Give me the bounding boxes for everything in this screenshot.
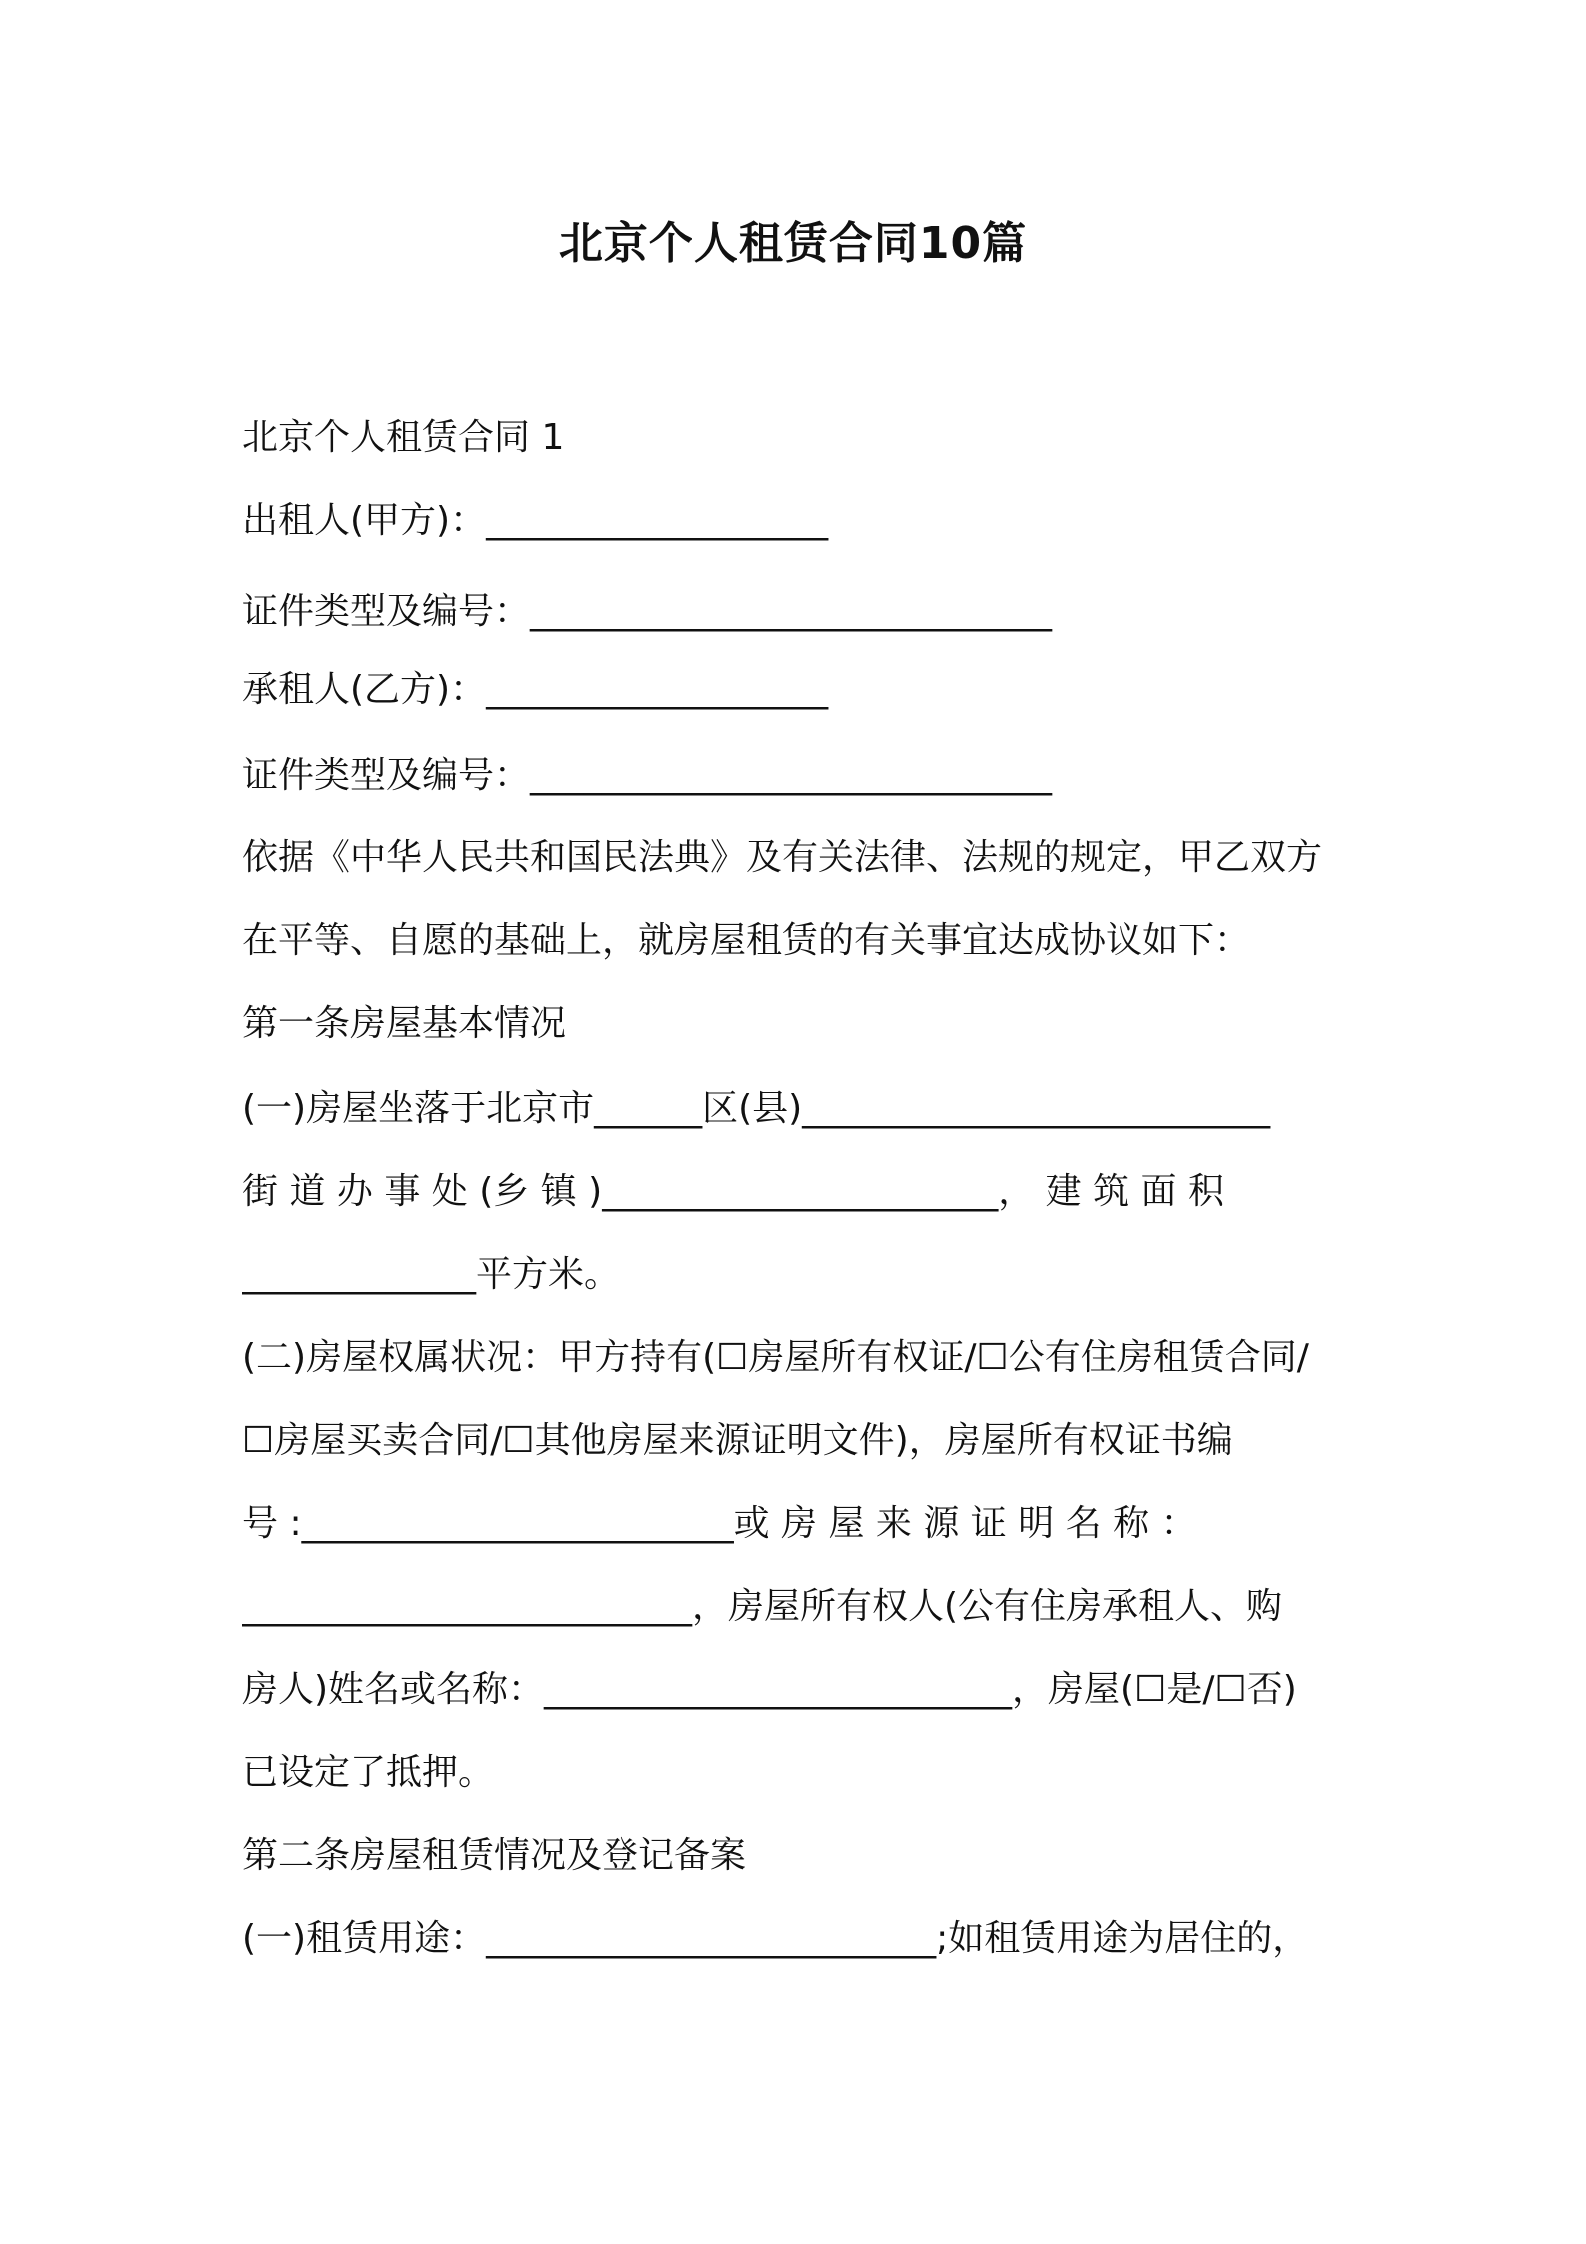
paragraph-line: 号 :________________________或 房 屋 来 源 证 明 名 称 ：: [242, 1503, 1197, 1544]
article-heading: 第二条房屋租赁情况及登记备案: [242, 1835, 747, 1876]
paragraph-line: (一)租赁用途：_________________________;如租赁用途为居住的，: [242, 1918, 1309, 1959]
article-heading: 第一条房屋基本情况: [242, 1003, 567, 1044]
lessee-field: 承租人(乙方)：___________________: [242, 669, 829, 710]
lessor-field: 出租人(甲方)：___________________: [242, 500, 829, 541]
lessor-id-field: 证件类型及编号：_____________________________: [242, 591, 1053, 632]
paragraph-line: 依据《中华人民共和国民法典》及有关法律、法规的规定，甲乙双方: [242, 837, 1323, 878]
paragraph-line: _________________________，房屋所有权人(公有住房承租人、购: [242, 1586, 1283, 1627]
paragraph-line: (二)房屋权属状况：甲方持有(☐房屋所有权证/☐公有住房租赁合同/: [242, 1337, 1309, 1378]
paragraph-line: _____________平方米。: [242, 1254, 621, 1295]
lessee-id-field: 证件类型及编号：_____________________________: [242, 755, 1053, 796]
paragraph-line: 在平等、自愿的基础上，就房屋租赁的有关事宜达成协议如下：: [242, 920, 1251, 961]
paragraph-line: 已设定了抵押。: [242, 1752, 495, 1793]
paragraph-line: ☐房屋买卖合同/☐其他房屋来源证明文件)，房屋所有权证书编: [242, 1420, 1233, 1461]
paragraph-line: 房人)姓名或名称：__________________________，房屋(☐是/☐否): [242, 1669, 1297, 1710]
paragraph-line: 街 道 办 事 处 (乡 镇 )______________________， 建 筑 面 积: [242, 1171, 1224, 1212]
document-title: 北京个人租赁合同10篇: [558, 218, 1028, 269]
contract-heading: 北京个人租赁合同 1: [242, 417, 565, 458]
paragraph-line: (一)房屋坐落于北京市______区(县)__________________________: [242, 1088, 1271, 1129]
